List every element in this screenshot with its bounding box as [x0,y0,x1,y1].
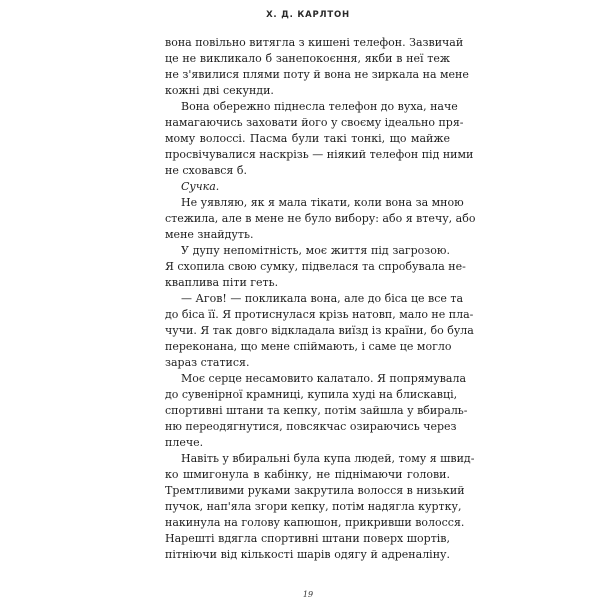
text-line: спортивні штани та кепку, потім зайшла у вбираль- [165,404,468,417]
text-line: це не викликало б занепокоєння, якби в неї теж [165,52,450,65]
text-line: Я схопила свою сумку, підвелася та спробувала не- [165,260,466,273]
text-line: ню переодягнутися, повсякчас озираючись через [165,420,457,433]
running-head-author: Х. Д. КАРЛТОН [266,10,350,20]
text-line: У дупу непомітність, моє життя під загрозою. [181,244,450,257]
text-line: кваплива піти геть. [165,276,279,289]
text-line: Тремтливими руками закрутила волосся в низький [165,484,465,497]
text-line: не з'явилися плями поту й вона не зиркала на мене [165,68,469,81]
text-line: не сховався б. [165,164,247,177]
text-line: пучок, нап'яла згори кепку, потім надягла куртку, [165,500,462,513]
text-line: вона повільно витягла з кишені телефон. Зазвичай [165,36,464,49]
text-line: до біса її. Я протиснулася крізь натовп, мало не пла- [165,308,474,321]
text-line: стежила, але в мене не було вибору: або я втечу, або [165,212,476,225]
text-line: мому волоссі. Пасма були такі тонкі, що майже [165,132,450,145]
text-line: кожні дві секунди. [165,84,274,97]
text-line: намагаючись заховати його у своєму ідеально пря- [165,116,464,129]
text-line: зараз статися. [165,356,250,369]
text-line: Вона обережно піднесла телефон до вуха, наче [181,100,458,113]
text-line: ко шмигонула в кабінку, не піднімаючи голови. [165,468,450,481]
text-line: переконана, що мене спіймають, і саме це могло [165,340,452,353]
text-line: просвічувалися наскрізь — ніякий телефон під ними [165,148,474,161]
text-line: Моє серце несамовито калатало. Я попрямувала [181,372,467,385]
text-line: плече. [165,436,204,449]
text-line-italic: Сучка. [181,180,220,193]
page-number: 19 [302,590,314,599]
body-text [165,35,476,563]
text-line: накинула на голову капюшон, прикривши волосся. [165,516,465,529]
text-line: мене знайдуть. [165,228,254,241]
text-line: — Агов! — покликала вона, але до біса це все та [181,292,464,305]
text-line: чучи. Я так довго відкладала виїзд із країни, бо була [165,324,474,337]
text-line: Не уявляю, як я мала тікати, коли вона за мною [181,196,464,209]
text-line: пітніючи від кількості шарів одягу й адреналіну. [165,548,450,561]
text-line: Нарешті вдягла спортивні штани поверх шортів, [165,532,450,545]
text-line: Навіть у вбиральні була купа людей, тому я швид- [181,452,475,465]
text-line: до сувенірної крамниці, купила худі на блискавці, [165,388,458,401]
